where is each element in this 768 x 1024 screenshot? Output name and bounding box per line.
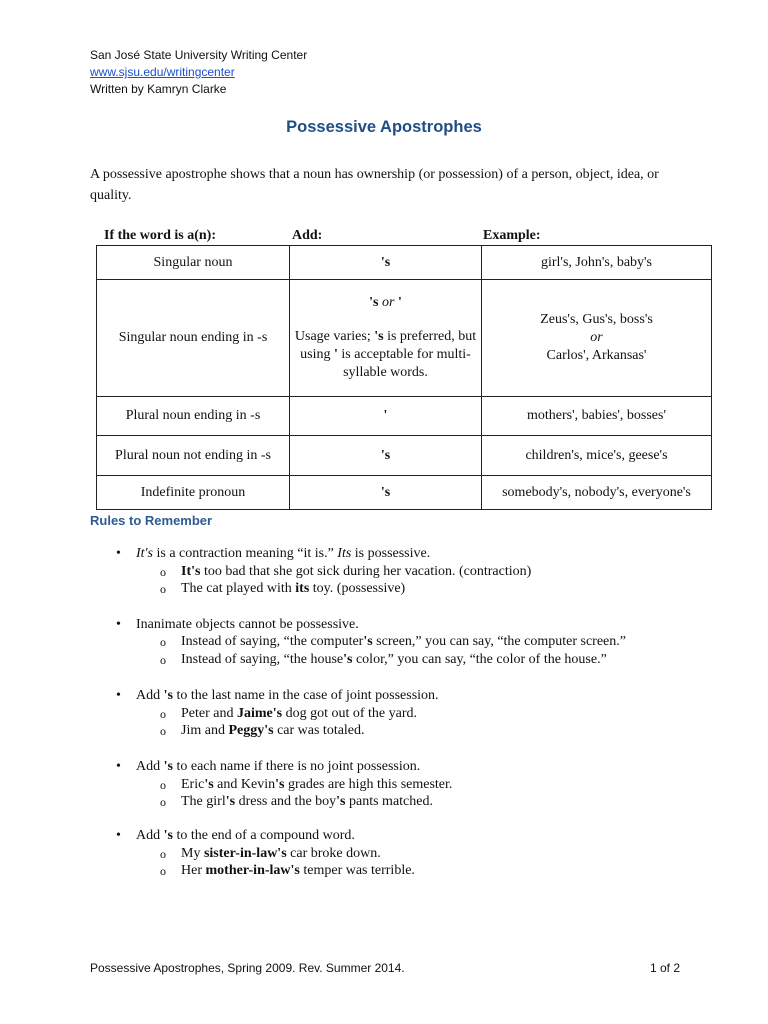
bullet-icon: • [116, 828, 121, 843]
org-name: San José State University Writing Center [90, 48, 308, 62]
column-header-word: If the word is a(n): [104, 228, 216, 243]
row-example: girl's, John's, baby's [482, 246, 712, 280]
page-number: 1 of 2 [649, 961, 680, 975]
row-add: 's [290, 246, 482, 280]
table-row [97, 397, 712, 436]
table-row [97, 280, 712, 397]
table-row [97, 476, 712, 510]
circle-bullet-icon: o [160, 795, 166, 809]
page-title: Possessive Apostrophes [286, 118, 482, 136]
row-word-type: Singular noun [97, 246, 290, 280]
row-example: mothers', babies', bosses' [482, 397, 712, 436]
row-word-type: Singular noun ending in -s [97, 280, 290, 397]
row-add: 's [290, 436, 482, 476]
circle-bullet-icon: o [160, 582, 166, 596]
footer-citation: Possessive Apostrophes, Spring 2009. Rev. Summer 2014. [90, 961, 405, 975]
circle-bullet-icon: o [160, 707, 166, 721]
writing-center-link[interactable]: www.sjsu.edu/writingcenter [90, 65, 235, 79]
document-header [90, 47, 307, 98]
row-add: 's or ' Usage varies; 's is preferred, but using ' is acceptable for multi-syllable words. [290, 280, 482, 397]
row-example: somebody's, nobody's, everyone's [482, 476, 712, 510]
circle-bullet-icon: o [160, 565, 166, 579]
row-example: Zeus's, Gus's, boss's or Carlos', Arkansas' [482, 280, 712, 397]
circle-bullet-icon: o [160, 847, 166, 861]
row-word-type: Indefinite pronoun [97, 476, 290, 510]
row-example: children's, mice's, geese's [482, 436, 712, 476]
table-row [97, 246, 712, 280]
row-word-type: Plural noun ending in -s [97, 397, 290, 436]
circle-bullet-icon: o [160, 724, 166, 738]
column-header-add: Add: [292, 228, 323, 243]
bullet-icon: • [116, 617, 121, 632]
bullet-icon: • [116, 688, 121, 703]
document-footer [90, 961, 680, 975]
circle-bullet-icon: o [160, 864, 166, 878]
row-add: 's [290, 476, 482, 510]
row-word-type: Plural noun not ending in -s [97, 436, 290, 476]
rules-heading: Rules to Remember [90, 513, 213, 528]
circle-bullet-icon: o [160, 778, 166, 792]
bullet-icon: • [116, 546, 121, 561]
row-add: ' [290, 397, 482, 436]
circle-bullet-icon: o [160, 635, 166, 649]
column-header-example: Example: [483, 228, 541, 243]
bullet-icon: • [116, 759, 121, 774]
possessive-table [96, 245, 712, 510]
circle-bullet-icon: o [160, 653, 166, 667]
intro-paragraph: A possessive apostrophe shows that a noun has ownership (or possession) of a person, object, idea, or quality. [90, 167, 659, 203]
author-line: Written by Kamryn Clarke [90, 82, 227, 96]
table-row [97, 436, 712, 476]
